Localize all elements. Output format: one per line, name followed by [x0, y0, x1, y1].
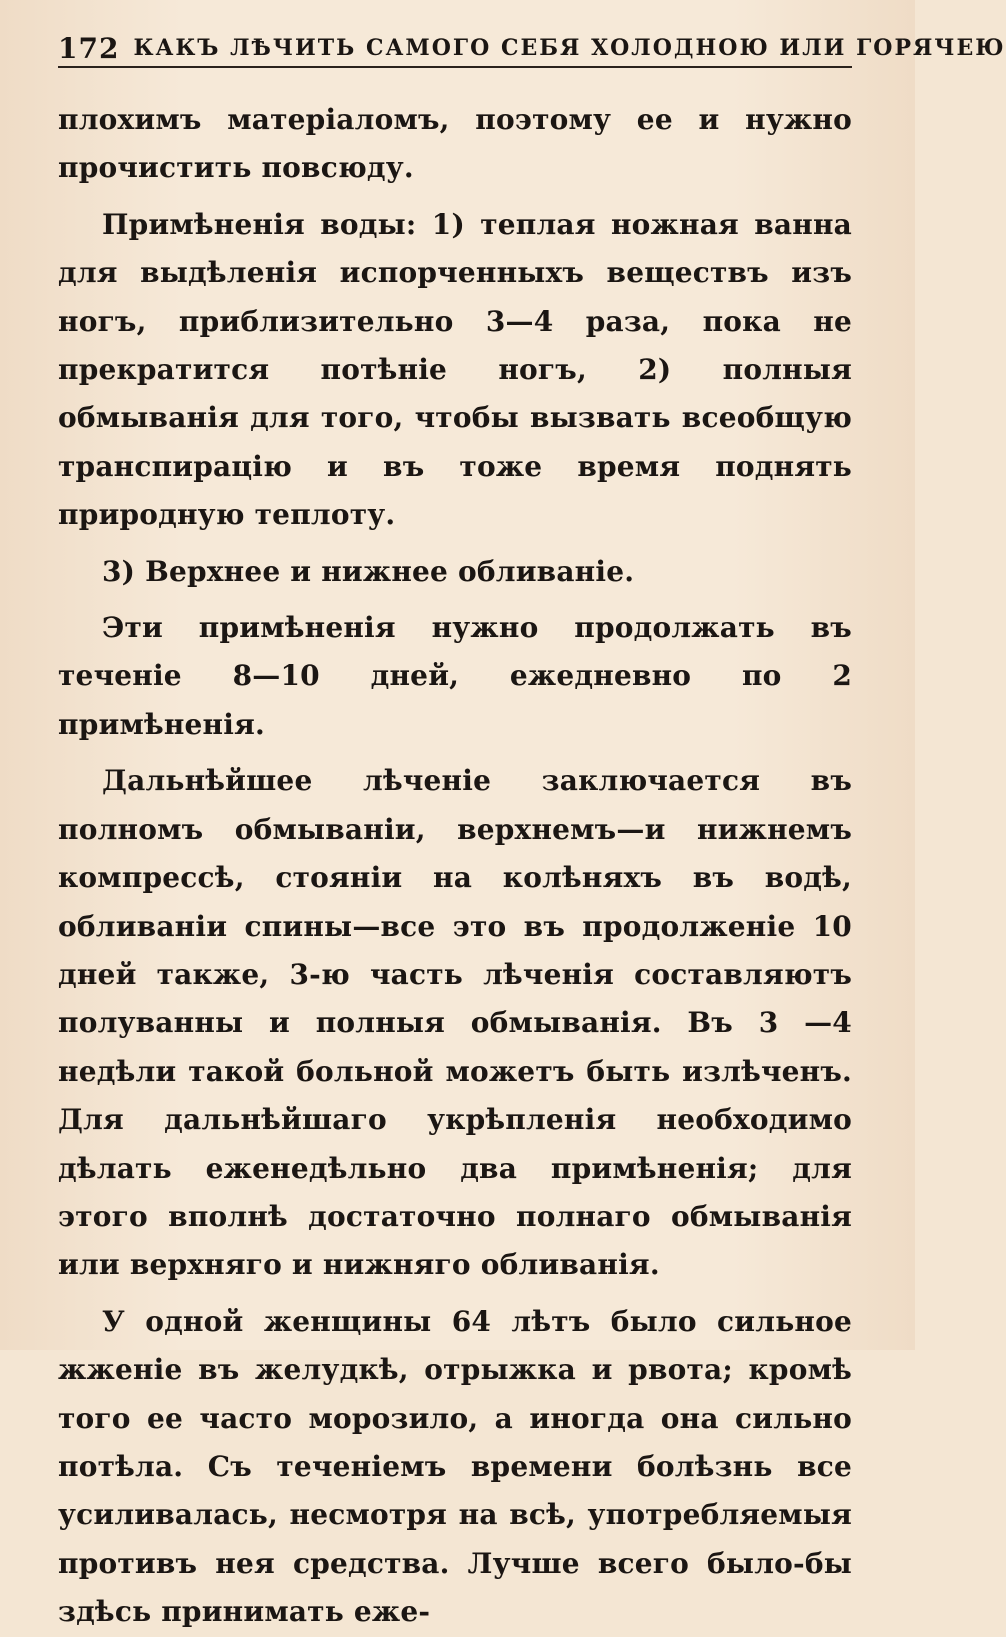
paragraph-continuation: плохимъ матеріаломъ, поэтому ее и нужно прочистить повсюду.: [58, 103, 852, 185]
body-text: [58, 96, 852, 1637]
running-title: КАКЪ ЛѢЧИТЬ САМОГО СЕБЯ ХОЛОДНОЮ ИЛИ ГОРЯЧЕЮ: [133, 35, 1006, 61]
paragraph-duration: Эти примѣненія нужно продолжать въ теченіе 8—10 дней, ежедневно по 2 примѣненія.: [58, 611, 852, 741]
paragraph-douche: 3) Верхнее и нижнее обливаніе.: [102, 554, 635, 588]
paragraph-water-applications: Примѣненія воды: 1) теплая ножная ванна для выдѣленія испорченныхъ веществъ изъ ногъ, приблизительно 3—4 раза, пока не прекратится потѣніе ногъ, 2) полныя обмыванія для того, чтобы вызвать всеобщую транспирацію и въ тоже время поднять природную теплоту.: [58, 207, 852, 532]
header-rule: [58, 66, 852, 68]
paragraph-further-treatment: Дальнѣйшее лѣченіе заключается въ полномъ обмываніи, верхнемъ—и нижнемъ компрессѣ, стояніи на колѣняхъ въ водѣ, обливаніи спины—все это въ продолженіе 10 дней также, 3-ю часть лѣченія составляютъ полуванны и полныя обмыванія. Въ 3 —4 недѣли такой больной можетъ быть излѣченъ. Для дальнѣйшаго укрѣпленія необходимо дѣлать еженедѣльно два примѣненія; для этого вполнѣ достаточно полнаго обмыванія или верхняго и нижняго обливанія.: [58, 764, 852, 1282]
running-head: [58, 28, 1006, 68]
page-number: 172: [58, 31, 120, 65]
paragraph-case-woman: У одной женщины 64 лѣтъ было сильное жженіе въ желудкѣ, отрыжка и рвота; кромѣ того ее часто морозило, а иногда она сильно потѣла. Съ теченіемъ времени болѣзнь все усиливалась, несмотря на всѣ, употребляемыя противъ нея средства. Лучше всего было-бы здѣсь принимать еже-: [58, 1304, 852, 1629]
